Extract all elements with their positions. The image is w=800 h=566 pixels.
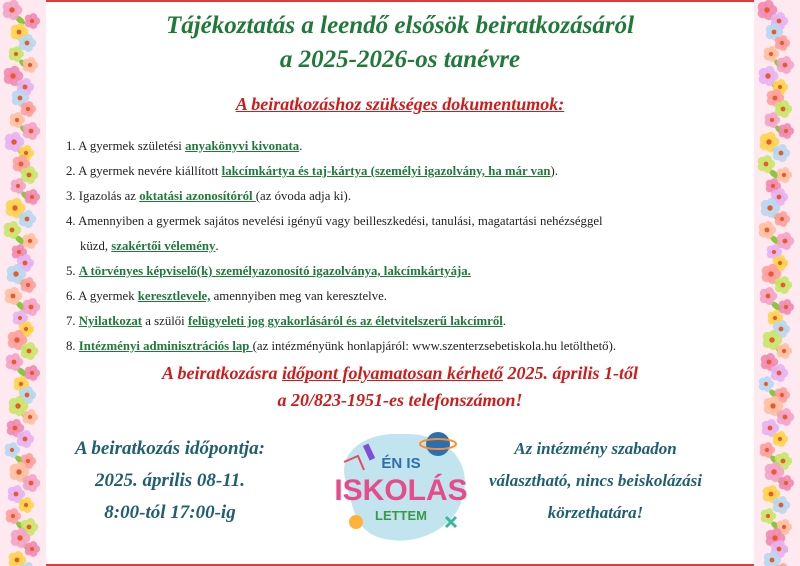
free-choice-block xyxy=(483,433,708,529)
logo-text-main: ISKOLÁS xyxy=(334,474,468,507)
phone-line: a 20/823-1951-es telefonszámon! xyxy=(277,390,523,410)
enrollment-dates: 2025. április 08-11. xyxy=(95,470,245,491)
enrollment-hours: 8:00-tól 17:00-ig xyxy=(104,502,236,523)
appointment-line: A beiratkozásra időpont folyamatosan kérhető 2025. április 1-től xyxy=(161,363,639,383)
free-choice-line-1: Az intézmény szabadon xyxy=(514,439,677,458)
logo-text-bottom: LETTEM xyxy=(375,508,427,523)
logo-text-top: ÉN IS xyxy=(381,455,421,472)
list-item: 8. Intézményi adminisztrációs lap (az intézményünk honlapjáról: www.szenterzsebetiskola.hu letölthető). xyxy=(66,339,617,353)
flyer-content xyxy=(48,0,752,566)
list-item-continuation: küzd, szakértői vélemény. xyxy=(80,239,219,253)
title-line-1: Tájékoztatás a leendő elsősök beiratkozásáról xyxy=(165,12,635,39)
flower-border-right xyxy=(754,0,800,566)
free-choice-line-2: választható, nincs beiskolázási xyxy=(488,471,702,490)
enrollment-label: A beiratkozás időpontja: xyxy=(74,438,266,459)
flower-border-left xyxy=(0,0,46,566)
list-item: 6. A gyermek keresztlevele, amennyiben meg van keresztelve. xyxy=(66,289,388,303)
enrollment-time-block xyxy=(70,433,270,529)
list-item: 5. A törvényes képviselő(k) személyazonosító igazolványa, lakcímkártyája. xyxy=(66,264,471,278)
list-item: 4. Amennyiben a gyermek sajátos nevelési igényű vagy beilleszkedési, tanulási, magatartási nehézséggel xyxy=(66,214,603,228)
list-item: 7. Nyilatkozat a szülői felügyeleti jog gyakorlásáról és az életvitelszerű lakcímről. xyxy=(66,314,506,328)
documents-heading: A beiratkozáshoz szükséges dokumentumok: xyxy=(235,94,565,114)
list-item: 1. A gyermek születési anyakönyvi kivonata. xyxy=(66,139,303,153)
school-logo xyxy=(326,422,476,552)
title-line-2: a 2025-2026-os tanévre xyxy=(279,46,521,73)
free-choice-line-3: körzethatára! xyxy=(547,503,644,522)
list-item: 2. A gyermek nevére kiállított lakcímkártya és taj-kártya (személyi igazolvány, ha már van). xyxy=(66,164,559,178)
list-item: 3. Igazolás az oktatási azonosítóról (az óvoda adja ki). xyxy=(66,189,352,203)
